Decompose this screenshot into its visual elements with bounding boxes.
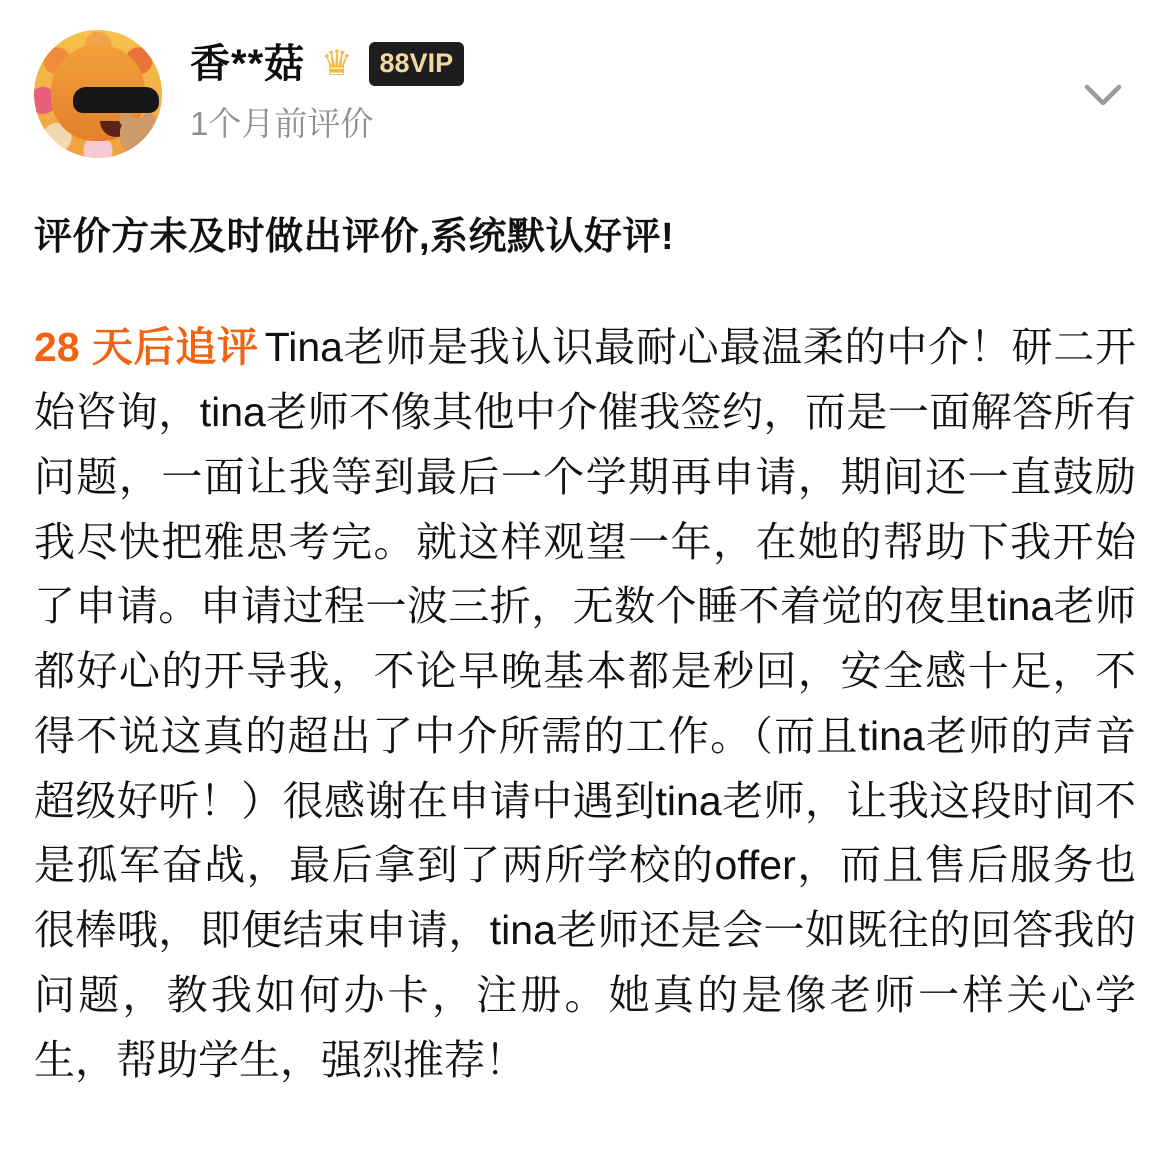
avatar[interactable] xyxy=(34,30,162,158)
append-review-text: Tina老师是我认识最耐心最温柔的中介！研二开始咨询，tina老师不像其他中介催我签约，而是一面解答所有问题，一面让我等到最后一个学期再申请，期间还一直鼓励我尽快把雅思考完。就这样观望一年，在她的帮助下我开始了申请。申请过程一波三折，无数个睡不着觉的夜里tina老师都好心的开导我，不论早晚基本都是秒回，安全感十足，不得不说这真的超出了中介所需的工作。（而且tina老师的声音超级好听！）很感谢在申请中遇到tina老师，让我这段时间不是孤军奋战，最后拿到了两所学校的offer，而且售后服务也很棒哦，即便结束申请，tina老师还是会一如既往的回答我的问题，教我如何办卡，注册。她真的是像老师一样关心学生，帮助学生，强烈推荐！ xyxy=(34,324,1137,1083)
first-comment-text: 评价方未及时做出评价,系统默认好评! xyxy=(34,216,675,258)
append-review-block xyxy=(34,315,1136,1092)
crown-icon: ♛ xyxy=(321,43,353,83)
review-header xyxy=(34,30,1136,170)
append-review-label: 28 天后追评 xyxy=(34,324,259,371)
vip-badge[interactable]: 88VIP xyxy=(369,42,465,86)
name-row xyxy=(190,38,464,90)
avatar-sunglasses-icon xyxy=(73,87,159,113)
header-text xyxy=(190,30,464,142)
review-timestamp: 1个月前评价 xyxy=(190,105,374,142)
user-nickname: 香**菇 xyxy=(190,42,306,86)
avatar-bear-icon xyxy=(120,118,154,154)
chevron-down-icon[interactable] xyxy=(1080,72,1126,118)
